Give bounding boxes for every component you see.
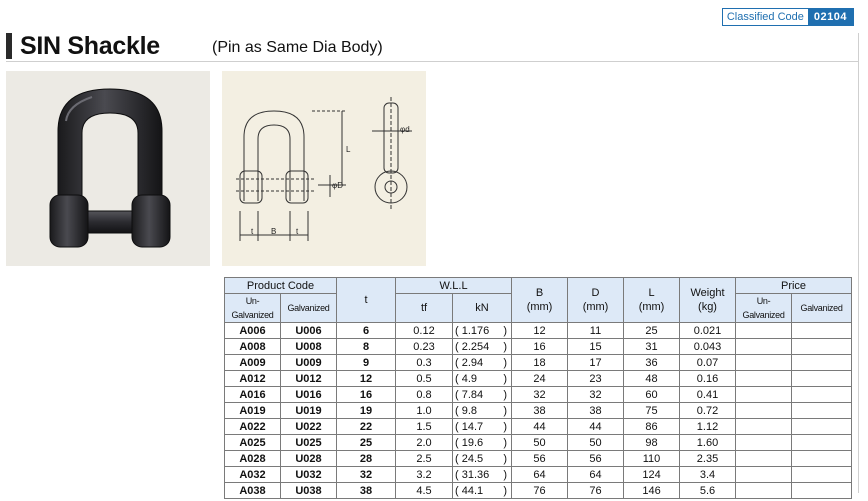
table-row	[225, 435, 852, 451]
kn-value: 14.7	[461, 420, 484, 433]
cell-b: 18	[512, 355, 568, 371]
dimension-diagram	[222, 71, 426, 266]
cell-weight: 0.07	[680, 355, 736, 371]
price-un-galvanized-cell	[736, 467, 792, 483]
cell-tf: 0.8	[396, 387, 453, 403]
cell-l: 36	[624, 355, 680, 371]
price-galvanized-cell	[792, 323, 852, 339]
kn-value: 1.176	[461, 324, 490, 337]
cell-t: 32	[337, 467, 396, 483]
price-galvanized-cell	[792, 467, 852, 483]
kn-paren-close: )	[503, 436, 508, 449]
code-un-galvanized: A022	[225, 419, 281, 435]
cell-kn	[453, 419, 512, 435]
code-un-galvanized: A038	[225, 483, 281, 499]
cell-kn	[453, 387, 512, 403]
header-b-label: B	[535, 287, 544, 299]
code-un-galvanized: A028	[225, 451, 281, 467]
cell-b: 24	[512, 371, 568, 387]
table-row	[225, 451, 852, 467]
cell-b: 12	[512, 323, 568, 339]
price-un-galvanized-cell	[736, 339, 792, 355]
cell-t: 22	[337, 419, 396, 435]
cell-tf: 3.2	[396, 467, 453, 483]
cell-d: 44	[568, 419, 624, 435]
code-un-galvanized: A025	[225, 435, 281, 451]
cell-kn	[453, 355, 512, 371]
table-row	[225, 387, 852, 403]
code-un-galvanized: A012	[225, 371, 281, 387]
cell-weight: 2.35	[680, 451, 736, 467]
header-d-unit: (mm)	[582, 301, 609, 313]
code-galvanized: U009	[281, 355, 337, 371]
cell-d: 23	[568, 371, 624, 387]
header-d	[568, 278, 624, 323]
cell-b: 50	[512, 435, 568, 451]
header-kn: kN	[453, 294, 512, 323]
kn-value: 2.254	[461, 340, 490, 353]
cell-t: 12	[337, 371, 396, 387]
kn-paren-open: (	[455, 372, 462, 385]
code-galvanized: U032	[281, 467, 337, 483]
table-row	[225, 323, 852, 339]
header-tf: tf	[396, 294, 453, 323]
cell-kn	[453, 323, 512, 339]
price-galvanized-cell	[792, 387, 852, 403]
code-galvanized: U019	[281, 403, 337, 419]
kn-paren-open: (	[455, 484, 462, 497]
cell-l: 146	[624, 483, 680, 499]
header-un-galvanized: Un-Galvanized	[225, 294, 281, 323]
code-un-galvanized: A016	[225, 387, 281, 403]
cell-kn	[453, 483, 512, 499]
cell-b: 38	[512, 403, 568, 419]
shackle-photo-image	[6, 71, 210, 266]
kn-value: 7.84	[461, 388, 484, 401]
kn-paren-open: (	[455, 388, 462, 401]
kn-value: 19.6	[461, 436, 484, 449]
dim-label-t-left: t	[251, 227, 254, 236]
header-price-un-galvanized: Un-Galvanized	[736, 294, 792, 323]
table-header-row-1	[225, 278, 852, 294]
header-l	[624, 278, 680, 323]
classified-code-value: 02104	[808, 9, 853, 25]
code-galvanized: U006	[281, 323, 337, 339]
cell-weight: 3.4	[680, 467, 736, 483]
cell-d: 11	[568, 323, 624, 339]
code-un-galvanized: A009	[225, 355, 281, 371]
code-un-galvanized: A008	[225, 339, 281, 355]
price-galvanized-cell	[792, 355, 852, 371]
price-galvanized-cell	[792, 483, 852, 499]
dim-label-b: B	[271, 227, 277, 236]
cell-weight: 5.6	[680, 483, 736, 499]
table-row	[225, 355, 852, 371]
header-price-galvanized: Galvanized	[792, 294, 852, 323]
header-l-label: L	[648, 287, 655, 299]
cell-tf: 1.5	[396, 419, 453, 435]
cell-tf: 0.23	[396, 339, 453, 355]
cell-tf: 0.3	[396, 355, 453, 371]
code-galvanized: U028	[281, 451, 337, 467]
table-row	[225, 483, 852, 499]
cell-b: 32	[512, 387, 568, 403]
right-divider	[858, 33, 859, 493]
cell-d: 76	[568, 483, 624, 499]
price-un-galvanized-cell	[736, 483, 792, 499]
price-un-galvanized-cell	[736, 419, 792, 435]
price-galvanized-cell	[792, 403, 852, 419]
cell-d: 32	[568, 387, 624, 403]
cell-kn	[453, 339, 512, 355]
spec-table	[224, 277, 852, 499]
page-subtitle: (Pin as Same Dia Body)	[212, 39, 383, 56]
kn-paren-close: )	[503, 372, 508, 385]
header-l-unit: (mm)	[638, 301, 665, 313]
kn-paren-open: (	[455, 436, 462, 449]
kn-paren-close: )	[503, 468, 508, 481]
header-b	[512, 278, 568, 323]
code-galvanized: U012	[281, 371, 337, 387]
price-galvanized-cell	[792, 371, 852, 387]
title-bar-marker	[6, 33, 12, 59]
cell-d: 17	[568, 355, 624, 371]
cell-kn	[453, 403, 512, 419]
kn-value: 9.8	[461, 404, 478, 417]
kn-value: 44.1	[461, 484, 484, 497]
cell-l: 86	[624, 419, 680, 435]
cell-b: 44	[512, 419, 568, 435]
table-row	[225, 403, 852, 419]
kn-paren-close: )	[503, 324, 508, 337]
kn-value: 2.94	[461, 356, 484, 369]
code-galvanized: U025	[281, 435, 337, 451]
header-product-code: Product Code	[225, 278, 337, 294]
code-galvanized: U016	[281, 387, 337, 403]
kn-paren-open: (	[455, 356, 462, 369]
price-galvanized-cell	[792, 339, 852, 355]
kn-paren-open: (	[455, 452, 462, 465]
cell-t: 8	[337, 339, 396, 355]
cell-b: 76	[512, 483, 568, 499]
price-galvanized-cell	[792, 419, 852, 435]
cell-t: 6	[337, 323, 396, 339]
code-galvanized: U008	[281, 339, 337, 355]
kn-paren-close: )	[503, 420, 508, 433]
kn-paren-open: (	[455, 340, 462, 353]
header-t: t	[337, 278, 396, 323]
price-un-galvanized-cell	[736, 355, 792, 371]
price-un-galvanized-cell	[736, 323, 792, 339]
cell-weight: 0.16	[680, 371, 736, 387]
price-galvanized-cell	[792, 451, 852, 467]
cell-l: 25	[624, 323, 680, 339]
page-title: SIN Shackle	[20, 32, 160, 60]
header-weight-label: Weight	[690, 287, 725, 299]
dim-label-phi-big-d: φD	[332, 181, 343, 190]
cell-tf: 0.12	[396, 323, 453, 339]
kn-paren-open: (	[455, 420, 462, 433]
cell-d: 50	[568, 435, 624, 451]
price-un-galvanized-cell	[736, 435, 792, 451]
cell-l: 31	[624, 339, 680, 355]
cell-weight: 1.60	[680, 435, 736, 451]
kn-paren-close: )	[503, 484, 508, 497]
kn-value: 31.36	[461, 468, 490, 481]
product-photo	[6, 71, 210, 266]
dim-label-t-right: t	[296, 227, 299, 236]
code-galvanized: U038	[281, 483, 337, 499]
table-row	[225, 371, 852, 387]
cell-tf: 2.5	[396, 451, 453, 467]
cell-kn	[453, 467, 512, 483]
cell-t: 25	[337, 435, 396, 451]
cell-t: 16	[337, 387, 396, 403]
cell-t: 38	[337, 483, 396, 499]
page-title-row	[6, 33, 856, 59]
kn-paren-close: )	[503, 388, 508, 401]
cell-tf: 2.0	[396, 435, 453, 451]
cell-kn	[453, 435, 512, 451]
price-un-galvanized-cell	[736, 403, 792, 419]
code-un-galvanized: A006	[225, 323, 281, 339]
price-un-galvanized-cell	[736, 371, 792, 387]
cell-l: 98	[624, 435, 680, 451]
header-wll: W.L.L	[396, 278, 512, 294]
cell-kn	[453, 371, 512, 387]
kn-paren-close: )	[503, 340, 508, 353]
price-un-galvanized-cell	[736, 451, 792, 467]
kn-value: 4.9	[461, 372, 478, 385]
cell-l: 75	[624, 403, 680, 419]
cell-tf: 0.5	[396, 371, 453, 387]
header-price: Price	[736, 278, 852, 294]
dim-label-l: L	[346, 145, 351, 154]
cell-d: 64	[568, 467, 624, 483]
table-row	[225, 467, 852, 483]
cell-weight: 1.12	[680, 419, 736, 435]
cell-tf: 1.0	[396, 403, 453, 419]
table-row	[225, 419, 852, 435]
header-b-unit: (mm)	[526, 301, 553, 313]
cell-t: 19	[337, 403, 396, 419]
code-un-galvanized: A032	[225, 467, 281, 483]
header-d-label: D	[591, 287, 600, 299]
shackle-drawing	[222, 71, 426, 266]
header-weight-unit: (kg)	[698, 301, 717, 313]
cell-t: 28	[337, 451, 396, 467]
classified-code-badge	[722, 8, 854, 26]
table-row	[225, 339, 852, 355]
cell-b: 56	[512, 451, 568, 467]
cell-weight: 0.41	[680, 387, 736, 403]
header-weight	[680, 278, 736, 323]
kn-value: 24.5	[461, 452, 484, 465]
price-un-galvanized-cell	[736, 387, 792, 403]
cell-l: 110	[624, 451, 680, 467]
cell-kn	[453, 451, 512, 467]
dim-label-phi-small-d: φd	[400, 125, 410, 134]
cell-l: 124	[624, 467, 680, 483]
cell-tf: 4.5	[396, 483, 453, 499]
cell-d: 56	[568, 451, 624, 467]
kn-paren-close: )	[503, 404, 508, 417]
cell-weight: 0.043	[680, 339, 736, 355]
classified-code-label: Classified Code	[723, 9, 808, 25]
cell-d: 15	[568, 339, 624, 355]
cell-weight: 0.021	[680, 323, 736, 339]
cell-t: 9	[337, 355, 396, 371]
cell-l: 48	[624, 371, 680, 387]
header-galvanized: Galvanized	[281, 294, 337, 323]
cell-d: 38	[568, 403, 624, 419]
kn-paren-close: )	[503, 356, 508, 369]
kn-paren-open: (	[455, 468, 462, 481]
kn-paren-close: )	[503, 452, 508, 465]
cell-b: 16	[512, 339, 568, 355]
cell-weight: 0.72	[680, 403, 736, 419]
kn-paren-open: (	[455, 404, 462, 417]
price-galvanized-cell	[792, 435, 852, 451]
code-un-galvanized: A019	[225, 403, 281, 419]
code-galvanized: U022	[281, 419, 337, 435]
kn-paren-open: (	[455, 324, 462, 337]
cell-b: 64	[512, 467, 568, 483]
title-divider	[6, 61, 858, 62]
cell-l: 60	[624, 387, 680, 403]
